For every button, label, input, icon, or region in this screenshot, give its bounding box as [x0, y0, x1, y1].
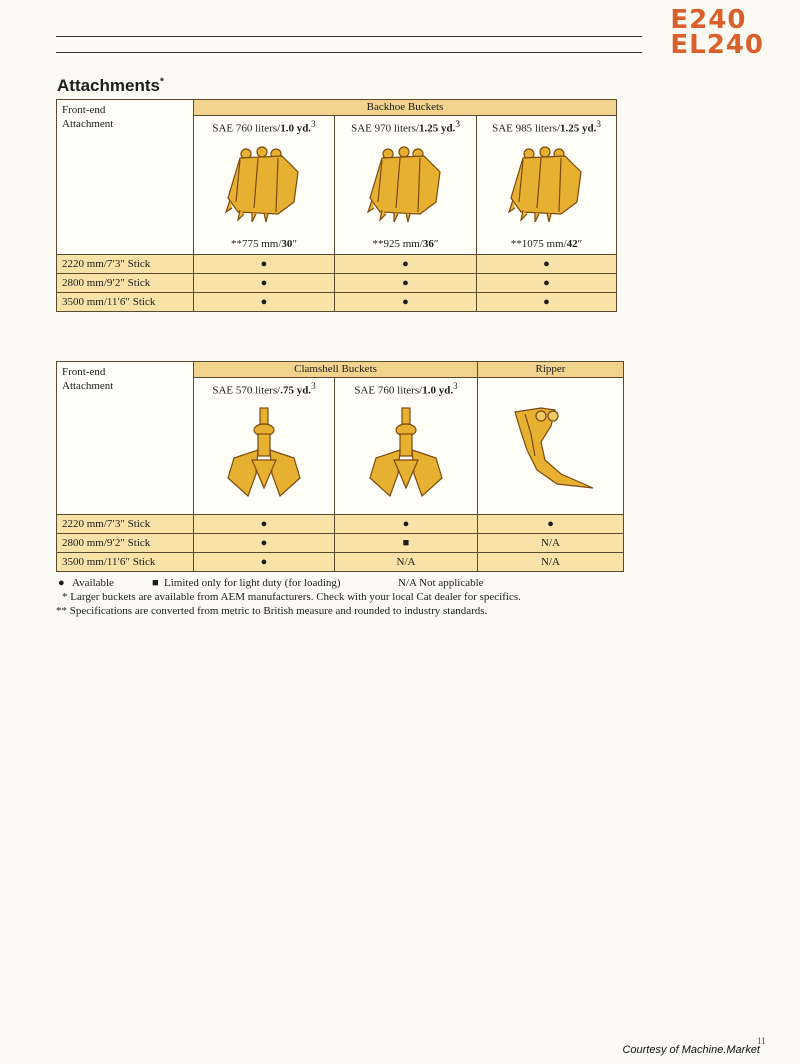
backhoe-bucket-icon	[360, 142, 452, 222]
page-number: 11	[757, 1036, 766, 1046]
availability-cell: ●	[194, 274, 335, 293]
availability-cell: N/A	[335, 553, 478, 572]
legend	[58, 576, 521, 618]
stick-label: 2220 mm/7′3″ Stick	[57, 515, 194, 534]
limited-symbol: ■	[152, 577, 159, 589]
stick-label: 2800 mm/9′2″ Stick	[57, 274, 194, 293]
ripper-icon	[501, 400, 601, 500]
availability-cell: ●	[194, 534, 335, 553]
footnote-larger-buckets: * Larger buckets are available from AEM manufacturers. Check with your local Cat dealer for specifics.	[62, 591, 521, 603]
stick-label: 2800 mm/9′2″ Stick	[57, 534, 194, 553]
table-corner-label: Front-end Attachment	[57, 362, 194, 515]
availability-cell: ●	[335, 274, 477, 293]
availability-cell: ■	[335, 534, 478, 553]
table-row	[57, 515, 624, 534]
column-header-bucket-3: SAE 985 liters/1.25 yd.$^3$ **1075 mm/42″	[477, 116, 617, 255]
availability-cell: ●	[477, 293, 617, 312]
availability-cell: ●	[335, 515, 478, 534]
available-text: Available	[72, 577, 114, 589]
availability-cell: ●	[477, 274, 617, 293]
clamshell-ripper-table	[56, 361, 624, 572]
model-title	[670, 5, 764, 60]
available-symbol: ●	[58, 577, 65, 589]
table-row	[57, 553, 624, 572]
header-rule-bottom	[56, 52, 642, 53]
availability-cell: ●	[194, 293, 335, 312]
column-header-clamshell-2: SAE 760 liters/1.0 yd.$^3$	[335, 378, 478, 515]
table-row	[57, 274, 617, 293]
table-row	[57, 255, 617, 274]
header-rule-top	[56, 36, 642, 37]
stick-label: 3500 mm/11′6″ Stick	[57, 553, 194, 572]
availability-cell: ●	[335, 255, 477, 274]
group-header-ripper: Ripper	[478, 362, 624, 378]
limited-text: Limited only for light duty (for loading)	[164, 577, 341, 589]
availability-cell: ●	[477, 255, 617, 274]
column-header-bucket-2: SAE 970 liters/1.25 yd.$^3$ **925 mm/36″	[335, 116, 477, 255]
availability-cell: N/A	[478, 553, 624, 572]
availability-cell: N/A	[478, 534, 624, 553]
model-line-1: E240	[670, 5, 747, 35]
na-text: N/A Not applicable	[398, 577, 484, 589]
section-title: Attachments*	[57, 76, 164, 95]
availability-cell: ●	[194, 515, 335, 534]
table-row	[57, 534, 624, 553]
group-header-backhoe: Backhoe Buckets	[194, 100, 617, 116]
column-header-ripper	[478, 378, 624, 515]
availability-cell: ●	[194, 255, 335, 274]
table-row	[57, 293, 617, 312]
availability-cell: ●	[478, 515, 624, 534]
footnote-conversion: ** Specifications are converted from metric to British measure and rounded to industry standards.	[56, 605, 488, 617]
backhoe-bucket-icon	[218, 142, 310, 222]
table-corner-label: Front-end Attachment	[57, 100, 194, 255]
legend-line	[58, 576, 521, 590]
group-header-clamshell: Clamshell Buckets	[194, 362, 478, 378]
column-header-bucket-1: SAE 760 liters/1.0 yd.$^3$ **775 mm/30″	[194, 116, 335, 255]
clamshell-bucket-icon	[222, 404, 306, 504]
stick-label: 3500 mm/11′6″ Stick	[57, 293, 194, 312]
clamshell-bucket-icon	[364, 404, 448, 504]
backhoe-bucket-icon	[501, 142, 593, 222]
availability-cell: ●	[194, 553, 335, 572]
courtesy-credit: Courtesy of Machine.Market	[622, 1044, 760, 1056]
model-line-2: EL240	[670, 30, 764, 60]
backhoe-buckets-table	[56, 99, 617, 312]
availability-cell: ●	[335, 293, 477, 312]
column-header-clamshell-1: SAE 570 liters/.75 yd.$^3$	[194, 378, 335, 515]
stick-label: 2220 mm/7′3″ Stick	[57, 255, 194, 274]
